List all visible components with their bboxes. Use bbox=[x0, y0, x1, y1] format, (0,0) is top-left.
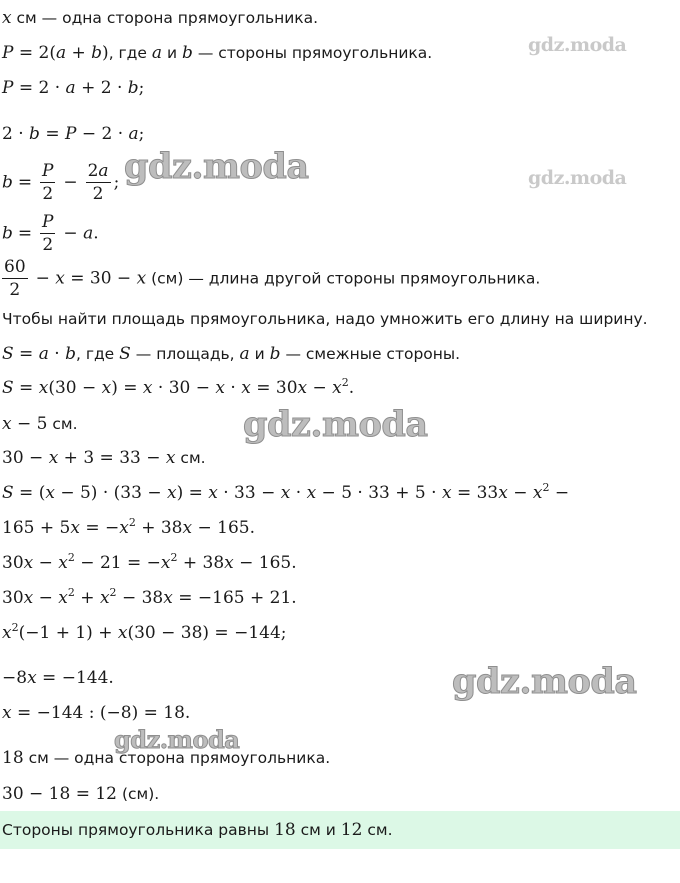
solution-line-12 bbox=[2, 448, 206, 468]
math: S bbox=[119, 344, 131, 364]
solution-line-18 bbox=[2, 668, 114, 688]
math: 30 − 18 = 12 bbox=[2, 784, 117, 804]
line-text: см — одна сторона прямоугольника. bbox=[16, 9, 319, 27]
line-text: см. bbox=[52, 415, 78, 433]
watermark: gdz.moda bbox=[528, 167, 627, 189]
solution-line-3 bbox=[2, 78, 144, 98]
solution-line-11 bbox=[2, 414, 78, 434]
watermark: gdz.moda bbox=[452, 661, 637, 702]
solution-line-21 bbox=[2, 784, 159, 804]
line-text: Чтобы найти площадь прямоугольника, надо умножить его длину на ширину. bbox=[2, 310, 648, 328]
math: a bbox=[239, 344, 250, 364]
line-text: (см). bbox=[121, 785, 160, 803]
solution-line-4 bbox=[2, 124, 144, 144]
answer-value: 12 bbox=[340, 820, 363, 840]
line-text: , где bbox=[108, 44, 147, 62]
math: = bbox=[17, 172, 33, 193]
line-text: и bbox=[254, 345, 265, 363]
solution-line-19 bbox=[2, 703, 190, 723]
math: x = −144 : (−8) = 18. bbox=[2, 703, 191, 723]
math: − bbox=[63, 172, 78, 193]
fraction: $\frac{P}{2}$ bbox=[42, 161, 54, 204]
line-text: см — одна сторона прямоугольника. bbox=[28, 749, 331, 767]
watermark: gdz.moda bbox=[124, 146, 309, 187]
math: $165 + 5x = -x^2 + 38x - 165$. bbox=[2, 516, 255, 538]
math: 30 − x + 3 = 33 − x bbox=[2, 448, 176, 468]
math: b bbox=[269, 344, 281, 364]
solution-line-17 bbox=[2, 623, 287, 643]
answer-box bbox=[0, 811, 680, 849]
solution-line-15 bbox=[2, 553, 297, 573]
math: b bbox=[181, 43, 193, 63]
math: − x = 30 − x bbox=[35, 268, 147, 289]
solution-line-2 bbox=[2, 43, 432, 63]
math: x bbox=[2, 8, 12, 28]
math: x − 5 bbox=[2, 414, 48, 434]
math: 18 bbox=[2, 748, 24, 768]
math: $30x - x^2 + x^2 - 38x = -165 + 21$. bbox=[2, 586, 297, 608]
math: b bbox=[2, 172, 13, 193]
solution-line-14 bbox=[2, 518, 255, 538]
watermark: gdz.moda bbox=[528, 34, 627, 56]
math: $S = x(30 - x) = x \cdot 30 - x \cdot x = 30x - x^2$. bbox=[2, 376, 355, 398]
line-text: и bbox=[166, 44, 178, 62]
answer-text: см и bbox=[300, 821, 336, 839]
solution-line-6 bbox=[2, 211, 99, 256]
solution-line-8 bbox=[2, 309, 648, 329]
solution-line-1 bbox=[2, 8, 318, 28]
math: 2 · b = P − 2 · a; bbox=[2, 124, 145, 144]
math: P = 2 · a + 2 · b; bbox=[2, 78, 145, 98]
solution-line-16 bbox=[2, 588, 297, 608]
solution-line-10 bbox=[2, 378, 354, 398]
line-text: — смежные стороны. bbox=[285, 345, 461, 363]
answer-text: Стороны прямоугольника равны bbox=[2, 821, 270, 839]
line-text: , где bbox=[75, 345, 115, 363]
math: −8x = −144. bbox=[2, 668, 114, 688]
line-text: — стороны прямоугольника. bbox=[197, 44, 433, 62]
fraction: $\frac{60}{2}$ bbox=[4, 257, 26, 296]
answer-value: 18 bbox=[274, 820, 296, 840]
math: = bbox=[17, 223, 33, 244]
math: $x^2(-1 + 1) + x(30 - 38) = -144$; bbox=[2, 621, 287, 643]
math: $30x - x^2 - 21 = -x^2 + 38x - 165$. bbox=[2, 551, 297, 573]
line-text: — площадь, bbox=[135, 345, 235, 363]
math: b bbox=[2, 223, 13, 244]
solution-line-5: b = $\frac{P}{2}$ − $\frac{2a}{2}$ ; bbox=[2, 161, 120, 204]
fraction: $\frac{2a}{2}$ bbox=[87, 161, 109, 204]
line-text: (см) — длина другой стороны прямоугольника. bbox=[151, 269, 541, 288]
fraction: $\frac{P}{2}$ bbox=[42, 212, 54, 255]
solution-line-20 bbox=[2, 748, 330, 768]
watermark: gdz.moda bbox=[114, 725, 240, 754]
solution-line-13 bbox=[2, 483, 569, 503]
answer-text: см. bbox=[367, 821, 393, 839]
math: − a. bbox=[63, 223, 99, 244]
math: S = a · b bbox=[2, 344, 76, 364]
math: $S = (x - 5) \cdot (33 - x) = x \cdot 33 - x \cdot x - 5 \cdot 33 + 5 \cdot x = 33x - x^2$ − bbox=[2, 481, 570, 503]
solution-line-9 bbox=[2, 344, 460, 364]
watermark: gdz.moda bbox=[243, 404, 428, 445]
line-text: см. bbox=[180, 449, 206, 467]
math: P = 2(a + b) bbox=[2, 43, 109, 63]
solution-line-7 bbox=[2, 256, 540, 296]
math: a bbox=[151, 43, 163, 63]
